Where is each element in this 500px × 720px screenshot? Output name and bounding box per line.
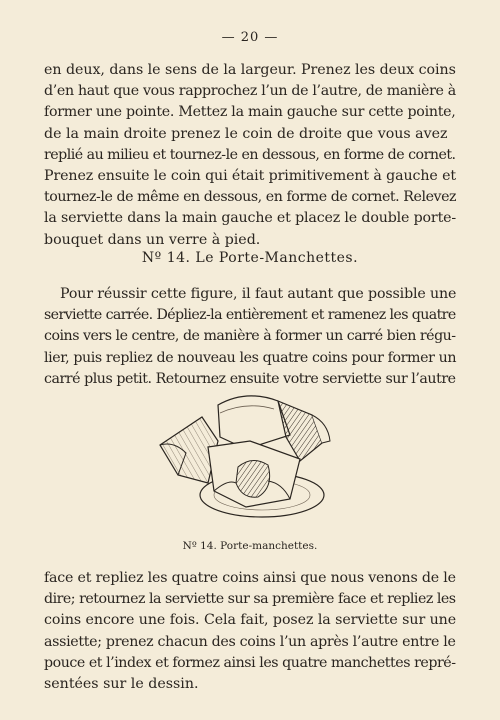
paragraph-2 bbox=[44, 284, 456, 390]
text-line: sentées sur le dessin. bbox=[44, 676, 199, 693]
page-number: — 20 — bbox=[221, 30, 279, 45]
text-line: face et repliez les quatre coins ainsi que nous venons de le bbox=[44, 570, 456, 586]
text-line: replié au milieu et tournez-le en dessous, en forme de cornet. bbox=[44, 146, 456, 163]
text-line: dire; retournez la serviette sur sa première face et repliez les bbox=[44, 591, 456, 608]
text-line: de la main droite prenez le coin de droite que vous avez bbox=[44, 125, 448, 142]
section-heading: Nº 14. Le Porte-Manchettes. bbox=[141, 250, 359, 266]
text-line: lier, puis repliez de nouveau les quatre coins pour former un bbox=[44, 349, 457, 366]
text-line: former une pointe. Mettez la main gauche sur cette pointe, bbox=[44, 104, 456, 121]
text-line: la serviette dans la main gauche et placez le double porte- bbox=[44, 210, 456, 227]
text-line: Pour réussir cette figure, il faut autant que possible une bbox=[60, 286, 457, 302]
text-line: serviette carrée. Dépliez-la entièrement et ramenez les quatre bbox=[44, 307, 456, 324]
text-line: coins encore une fois. Cela fait, posez la serviette sur une bbox=[44, 612, 457, 629]
figure-caption: Nº 14. Porte-manchettes. bbox=[182, 540, 318, 552]
paragraph-1 bbox=[44, 60, 456, 251]
text-line: tournez-le de même en dessous, en forme de cornet. Relevez bbox=[44, 189, 457, 206]
text-line: bouquet dans un verre à pied. bbox=[44, 231, 261, 248]
text-line: d’en haut que vous rapprochez l’un de l’autre, de manière à bbox=[44, 83, 456, 100]
folded-napkin-illustration bbox=[150, 383, 350, 528]
text-line: assiette; prenez chacun des coins l’un après l’autre entre le bbox=[44, 633, 456, 650]
text-line: Prenez ensuite le coin qui était primitivement à gauche et bbox=[44, 168, 456, 185]
text-line: carré plus petit. Retournez ensuite votre serviette sur l’autre bbox=[44, 370, 456, 387]
paragraph-3 bbox=[44, 568, 456, 695]
text-line: coins vers le centre, de manière à former un carré bien régu- bbox=[44, 328, 456, 345]
text-line: pouce et l’index et formez ainsi les quatre manchettes repré- bbox=[44, 654, 456, 671]
text-line: en deux, dans le sens de la largeur. Prenez les deux coins bbox=[44, 62, 456, 78]
